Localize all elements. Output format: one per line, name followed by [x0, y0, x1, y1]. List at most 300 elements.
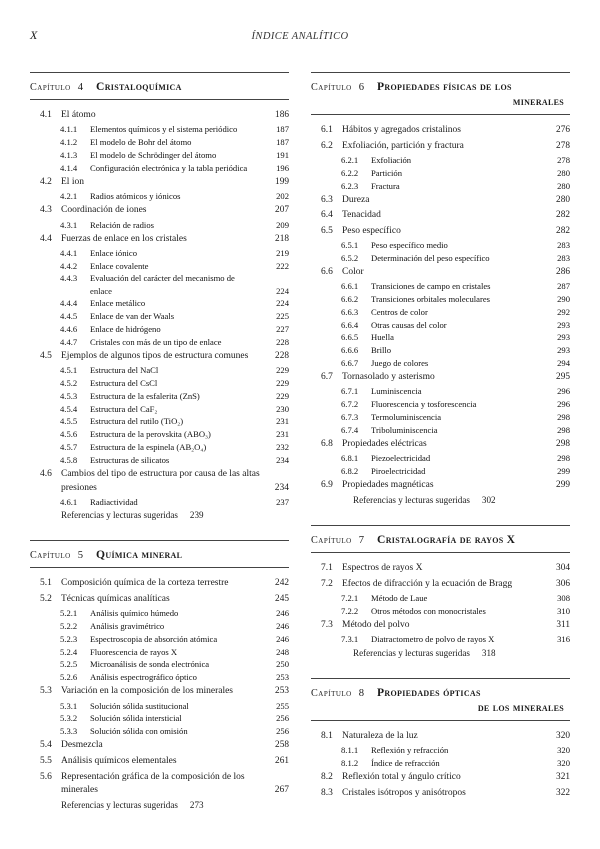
toc-entry[interactable] — [311, 438, 570, 452]
entry-page: 316 — [557, 634, 570, 645]
entry-number: 6.5 — [321, 226, 333, 236]
entry-number: 4.5.6 — [60, 429, 78, 440]
toc-entry[interactable] — [30, 739, 289, 753]
entry-text: Diatractometro de polvo de rayos X — [371, 634, 495, 645]
entry-number: 6.2.1 — [341, 154, 359, 165]
toc-entry[interactable] — [311, 306, 570, 319]
entry-number: 8.1.2 — [341, 757, 359, 768]
toc-entry[interactable] — [311, 166, 570, 179]
entry-number: 6.3 — [321, 194, 333, 205]
toc-references-entry[interactable] — [30, 800, 289, 810]
toc-entry[interactable] — [30, 297, 289, 310]
toc-entry[interactable] — [311, 194, 570, 208]
entry-page: 250 — [276, 659, 289, 670]
entry-page: 292 — [557, 306, 570, 317]
entry-number: 5.2.6 — [60, 672, 78, 683]
toc-list-chapter-5 — [30, 577, 289, 810]
entry-page: 318 — [481, 647, 496, 658]
entry-page: 253 — [275, 686, 289, 697]
entry-number: 4.5.4 — [60, 403, 78, 414]
toc-references-entry[interactable] — [30, 510, 289, 520]
chapter-label-8: Capítulo — [311, 687, 352, 699]
entry-page: 209 — [276, 219, 289, 230]
entry-page: 278 — [557, 154, 570, 165]
entry-page: 219 — [276, 247, 289, 258]
entry-text: enlace — [90, 285, 112, 296]
entry-text: Coordinación de iones — [61, 205, 147, 216]
entry-number: 6.7.3 — [341, 412, 359, 422]
entry-text: Efectos de difracción y la ecuación de Bragg — [342, 578, 513, 589]
toc-entry[interactable] — [311, 452, 570, 465]
entry-text: presiones — [61, 482, 97, 493]
entry-page: 187 — [276, 124, 289, 135]
toc-entry[interactable] — [311, 398, 570, 411]
entry-number: 7.2.2 — [341, 605, 359, 616]
entry-number: 6.6.5 — [341, 332, 359, 343]
toc-entry[interactable] — [311, 140, 570, 154]
entry-number: 5.3 — [40, 686, 52, 697]
toc-entry[interactable] — [30, 755, 289, 769]
entry-page: 186 — [275, 110, 289, 121]
chapter-label-6: Capítulo — [311, 82, 352, 93]
toc-entry[interactable] — [30, 402, 289, 415]
entry-page: 296 — [557, 386, 570, 397]
entry-page: 287 — [557, 281, 570, 292]
entry-number: 4.1 — [40, 110, 52, 121]
chapter-heading-6[interactable] — [311, 72, 570, 115]
toc-entry[interactable] — [30, 645, 289, 658]
entry-number: 6.2 — [321, 140, 333, 151]
entry-page: 242 — [275, 578, 289, 589]
entry-page: 267 — [274, 785, 289, 796]
entry-text: Transiciones orbitales moleculares — [371, 294, 491, 305]
entry-number: 5.2.3 — [60, 633, 78, 644]
entry-number: 4.5.2 — [60, 378, 78, 389]
entry-page: 293 — [557, 332, 570, 343]
toc-entry[interactable] — [30, 658, 289, 671]
entry-text: Tornasolado y asterismo — [342, 372, 435, 383]
entry-number: 6.6.2 — [341, 294, 359, 305]
toc-entry[interactable] — [30, 123, 289, 136]
entry-number: 4.1.4 — [60, 162, 78, 173]
entry-number: 4.6 — [40, 469, 52, 480]
toc-entry[interactable] — [311, 411, 570, 424]
entry-text: Juego de colores — [371, 358, 429, 369]
toc-entry[interactable] — [30, 161, 289, 174]
entry-page: 298 — [557, 412, 570, 422]
entry-page: 229 — [276, 390, 289, 401]
toc-entry[interactable] — [30, 607, 289, 620]
toc-entry[interactable] — [311, 252, 570, 265]
toc-entry[interactable] — [30, 336, 289, 349]
toc-entry[interactable] — [30, 136, 289, 149]
toc-entry[interactable] — [311, 424, 570, 437]
entry-page: 302 — [481, 495, 496, 506]
entry-text: El modelo de Bohr del átomo — [90, 137, 192, 148]
entry-text: Hábitos y agregados cristalinos — [342, 125, 461, 136]
toc-entry[interactable] — [30, 350, 289, 364]
entry-number: 4.3 — [40, 205, 52, 216]
entry-text: Color — [342, 267, 364, 278]
running-head: ÍNDICE ANALÍTICO — [251, 31, 349, 42]
toc-entry[interactable] — [311, 730, 570, 744]
entry-text: Índice de refracción — [371, 757, 440, 768]
entry-text: Enlace metálico — [90, 298, 146, 309]
toc-entry[interactable] — [30, 468, 289, 482]
entry-number: 5.2.4 — [60, 646, 78, 657]
toc-entry[interactable] — [30, 712, 289, 725]
entry-number: 4.1.2 — [60, 137, 78, 148]
entry-text: Cristales con más de un tipo de enlace — [90, 336, 222, 347]
chapter-heading-5[interactable] — [30, 540, 289, 568]
entry-page: 196 — [276, 162, 289, 173]
toc-entry[interactable] — [30, 454, 289, 467]
entry-page: 234 — [274, 482, 289, 493]
entry-text: Huella — [371, 332, 394, 343]
toc-entry[interactable] — [311, 124, 570, 138]
entry-page: 245 — [275, 594, 289, 605]
entry-number: 5.3.3 — [60, 726, 78, 737]
entry-page: 294 — [557, 358, 570, 369]
chapter-heading-4[interactable] — [30, 72, 289, 100]
entry-page: 298 — [557, 453, 570, 464]
entry-page: 280 — [556, 194, 570, 205]
toc-entry[interactable] — [30, 272, 289, 285]
toc-entry[interactable] — [311, 266, 570, 280]
toc-entry[interactable] — [311, 331, 570, 344]
toc-list-chapter-8 — [311, 730, 570, 801]
entry-text: Referencias y lecturas sugeridas — [61, 799, 178, 810]
entry-number: 6.7.4 — [341, 424, 359, 435]
entry-page: 322 — [556, 787, 570, 798]
entry-number: 4.5.8 — [60, 454, 78, 465]
entry-page: 237 — [276, 496, 289, 507]
entry-number: 7.3.1 — [341, 634, 359, 645]
entry-number: 6.6.4 — [341, 319, 359, 330]
entry-page: 230 — [276, 403, 289, 414]
toc-entry[interactable] — [30, 233, 289, 247]
toc-entry[interactable] — [311, 318, 570, 331]
toc-entry[interactable] — [311, 357, 570, 370]
toc-entry[interactable] — [30, 377, 289, 390]
entry-text: Partición — [371, 167, 403, 178]
entry-text: Referencias y lecturas sugeridas — [353, 495, 470, 506]
chapter-title-8-line2: de los minerales — [477, 700, 564, 714]
entry-number: 4.1.3 — [60, 149, 78, 160]
entry-text: Piezoelectricidad — [371, 453, 431, 464]
entry-text: Solución sólida intersticial — [90, 713, 182, 724]
toc-entry[interactable] — [311, 605, 570, 618]
entry-page: 234 — [276, 454, 289, 465]
entry-text: Reflexión y refracción — [371, 745, 449, 756]
right-column — [311, 60, 570, 840]
toc-entry[interactable] — [311, 293, 570, 306]
entry-page: 290 — [557, 294, 570, 305]
entry-text: Estructura de la espinela (AB₂O₄) — [90, 442, 207, 453]
entry-text: Estructuras de silicatos — [90, 454, 170, 465]
entry-page: 229 — [276, 378, 289, 389]
toc-entry[interactable] — [311, 385, 570, 398]
entry-number: 4.4.6 — [60, 324, 78, 335]
entry-text: Enlace iónico — [90, 247, 138, 258]
toc-entry[interactable] — [30, 495, 289, 508]
toc-entry[interactable] — [311, 239, 570, 252]
chapter-number-5: 5 — [77, 550, 84, 562]
entry-number: 5.2.5 — [60, 659, 78, 670]
entry-page: 256 — [276, 713, 289, 724]
entry-number: 6.5.1 — [341, 240, 359, 251]
entry-number: 4.4.7 — [60, 336, 78, 347]
toc-entry[interactable] — [30, 593, 289, 607]
entry-number: 4.4.3 — [60, 273, 78, 284]
chapter-number-8: 8 — [358, 687, 365, 699]
entry-number: 6.8 — [321, 439, 333, 450]
toc-entry[interactable] — [30, 259, 289, 272]
toc-entry[interactable] — [311, 757, 570, 770]
toc-entry[interactable] — [30, 725, 289, 738]
toc-entry[interactable] — [30, 390, 289, 403]
entry-number: 6.7.2 — [341, 399, 359, 410]
entry-page: 228 — [275, 351, 289, 362]
entry-number: 6.6 — [321, 267, 333, 278]
entry-text: Cristales isótropos y anisótropos — [342, 787, 466, 798]
entry-page: 246 — [276, 608, 289, 619]
chapter-number-4: 4 — [77, 82, 84, 93]
entry-number: 4.4 — [40, 233, 52, 244]
entry-text: Centros de color — [371, 306, 428, 317]
entry-number: 4.4.5 — [60, 311, 78, 322]
entry-text: Exfoliación, partición y fractura — [342, 140, 464, 151]
toc-entry[interactable] — [30, 323, 289, 336]
entry-page: 273 — [189, 799, 204, 810]
entry-text: Estructura de la perovskita (ABO₃) — [90, 429, 211, 440]
entry-number: 4.1.1 — [60, 124, 78, 135]
chapter-heading-7[interactable] — [311, 525, 570, 553]
entry-page: 299 — [557, 465, 570, 476]
toc-entry[interactable] — [30, 218, 289, 231]
toc-entry[interactable] — [30, 149, 289, 162]
entry-text: Fluorescencia y tosforescencia — [371, 399, 477, 410]
entry-page: 299 — [556, 480, 570, 491]
entry-page: 239 — [189, 510, 204, 521]
entry-page: 232 — [276, 442, 289, 453]
entry-page: 283 — [557, 252, 570, 263]
toc-entry[interactable] — [30, 770, 289, 784]
toc-entry[interactable] — [311, 280, 570, 293]
entry-page: 191 — [276, 149, 289, 160]
entry-text: Análisis químicos elementales — [61, 755, 177, 766]
toc-entry[interactable] — [30, 428, 289, 441]
toc-entry[interactable] — [311, 344, 570, 357]
entry-number: 5.3.1 — [60, 700, 78, 711]
entry-page: 199 — [275, 177, 289, 188]
entry-number: 6.6.3 — [341, 306, 359, 317]
chapter-label-4: Capítulo — [30, 82, 71, 93]
entry-text: Estructura de la esfalerita (ZnS) — [90, 390, 200, 401]
entry-page: 231 — [276, 416, 289, 427]
entry-text: Piroelectricidad — [371, 465, 426, 476]
toc-entry[interactable] — [30, 190, 289, 203]
left-column — [30, 60, 289, 840]
entry-text: Relación de radios — [90, 219, 154, 230]
toc-entry[interactable] — [30, 441, 289, 454]
entry-number: 4.4.4 — [60, 298, 78, 309]
page-header — [30, 28, 570, 50]
entry-text: Fractura — [371, 180, 400, 191]
toc-entry[interactable] — [30, 176, 289, 190]
toc-entry[interactable] — [30, 685, 289, 699]
entry-text: Estructura del CaF₂ — [90, 403, 158, 414]
toc-entry[interactable] — [30, 699, 289, 712]
entry-page: 298 — [556, 439, 570, 450]
entry-number: 8.3 — [321, 787, 333, 798]
entry-text: Triboluminiscencia — [371, 424, 438, 435]
entry-page: 320 — [557, 745, 570, 756]
entry-page: 231 — [276, 429, 289, 440]
entry-number: 4.2.1 — [60, 191, 78, 202]
entry-text: Referencias y lecturas sugeridas — [353, 647, 470, 658]
entry-page: 225 — [276, 311, 289, 322]
entry-text: Composición química de la corteza terrestre — [61, 578, 229, 589]
toc-entry[interactable] — [311, 744, 570, 757]
toc-entry[interactable] — [311, 371, 570, 385]
toc-entry[interactable] — [30, 310, 289, 323]
entry-page: 255 — [276, 700, 289, 711]
toc-references-entry[interactable] — [311, 495, 570, 505]
entry-page: 187 — [276, 137, 289, 148]
entry-text: Solución sólida sustitucional — [90, 700, 189, 711]
entry-number: 5.2 — [40, 594, 52, 605]
entry-number: 7.1 — [321, 563, 333, 574]
entry-number: 5.3.2 — [60, 713, 78, 724]
page-folio: X — [30, 28, 38, 42]
toc-entry[interactable] — [30, 364, 289, 377]
toc-entry[interactable] — [311, 619, 570, 633]
entry-number: 6.6.1 — [341, 281, 359, 292]
entry-page: 222 — [276, 260, 289, 271]
entry-text: minerales — [61, 785, 98, 796]
entry-text: Método del polvo — [342, 620, 410, 631]
toc-entry[interactable] — [311, 154, 570, 167]
entry-text: Brillo — [371, 345, 392, 356]
entry-text: Desmezcla — [61, 740, 103, 751]
entry-page: 296 — [557, 399, 570, 410]
chapter-heading-8[interactable] — [311, 678, 570, 721]
toc-entry[interactable] — [311, 465, 570, 478]
entry-text: Referencias y lecturas sugeridas — [61, 510, 178, 521]
entry-number: 7.3 — [321, 620, 333, 631]
entry-page: 246 — [276, 620, 289, 631]
entry-text: Variación en la composición de los minerales — [61, 686, 234, 697]
toc-entry[interactable] — [311, 633, 570, 646]
entry-page: 293 — [557, 345, 570, 356]
entry-text: Luminiscencia — [371, 386, 422, 397]
entry-page: 304 — [556, 563, 570, 574]
toc-entry[interactable] — [311, 771, 570, 785]
entry-number: 6.7.1 — [341, 386, 359, 397]
entry-text: Ejemplos de algunos tipos de estructura comunes — [61, 351, 249, 362]
chapter-title-5: Química mineral — [96, 548, 183, 562]
toc-entry[interactable] — [311, 786, 570, 800]
toc-entry[interactable] — [311, 225, 570, 239]
toc-entry[interactable] — [311, 209, 570, 223]
entry-text: Termoluminiscencia — [371, 412, 442, 422]
entry-text: Peso específico medio — [371, 240, 448, 251]
chapter-label-5: Capítulo — [30, 550, 71, 562]
entry-text: Elementos químicos y el sistema periódico — [90, 124, 238, 135]
entry-number: 6.1 — [321, 125, 333, 136]
entry-text: Otros métodos con monocristales — [371, 605, 486, 616]
toc-entry[interactable] — [311, 578, 570, 592]
toc-entry[interactable] — [311, 479, 570, 493]
entry-number: 6.2.2 — [341, 167, 359, 178]
entry-text: Determinación del peso específico — [371, 252, 490, 263]
entry-text: Estructura del CsCl — [90, 378, 158, 389]
entry-page: 229 — [276, 365, 289, 376]
entry-text: Enlace de hidrógeno — [90, 324, 161, 335]
toc-entry-continuation[interactable] — [30, 285, 289, 297]
entry-text: Evaluación del carácter del mecanismo de — [90, 273, 235, 284]
toc-references-entry[interactable] — [311, 648, 570, 658]
entry-page: 248 — [276, 646, 289, 657]
entry-page: 295 — [556, 372, 570, 383]
toc-entry[interactable] — [311, 562, 570, 576]
entry-page: 280 — [557, 167, 570, 178]
entry-page: 320 — [557, 757, 570, 768]
toc-entry-continuation[interactable] — [30, 784, 289, 797]
entry-page: 246 — [276, 633, 289, 644]
entry-page: 311 — [556, 620, 570, 631]
toc-entry[interactable] — [30, 632, 289, 645]
toc-list-chapter-6 — [311, 124, 570, 505]
toc-list-chapter-7 — [311, 562, 570, 658]
chapter-title-4: Cristaloquímica — [96, 80, 182, 93]
toc-entry[interactable] — [30, 247, 289, 260]
entry-page: 258 — [275, 740, 289, 751]
entry-text: Fluorescencia de rayos X — [90, 646, 178, 657]
entry-number: 6.8.2 — [341, 465, 359, 476]
entry-number: 6.7 — [321, 372, 333, 383]
entry-text: Radiactividad — [90, 496, 138, 507]
toc-entry[interactable] — [311, 179, 570, 192]
entry-text: Peso específico — [342, 226, 401, 236]
chapter-number-6: 6 — [358, 82, 365, 93]
entry-text: Técnicas químicas analíticas — [61, 594, 170, 605]
chapter-number-7: 7 — [358, 535, 365, 547]
entry-number: 4.5.1 — [60, 365, 78, 376]
entry-number: 4.4.1 — [60, 247, 78, 258]
toc-entry-continuation[interactable] — [30, 482, 289, 495]
entry-text: Método de Laue — [371, 593, 428, 603]
toc-entry[interactable] — [30, 415, 289, 428]
entry-number: 5.1 — [40, 578, 52, 589]
entry-text: Análisis espectrográfico óptico — [90, 672, 197, 683]
toc-entry[interactable] — [30, 204, 289, 218]
entry-text: Transiciones de campo en cristales — [371, 281, 491, 292]
entry-number: 6.8.1 — [341, 453, 359, 464]
entry-page: 202 — [276, 191, 289, 202]
toc-entry[interactable] — [30, 109, 289, 123]
entry-number: 5.2.1 — [60, 608, 78, 619]
entry-page: 320 — [556, 730, 570, 741]
toc-columns — [30, 60, 570, 840]
toc-entry[interactable] — [30, 671, 289, 684]
toc-entry[interactable] — [30, 620, 289, 633]
entry-number: 6.2.3 — [341, 180, 359, 191]
entry-page: 276 — [556, 125, 570, 136]
toc-entry[interactable] — [311, 592, 570, 605]
toc-entry[interactable] — [30, 577, 289, 591]
